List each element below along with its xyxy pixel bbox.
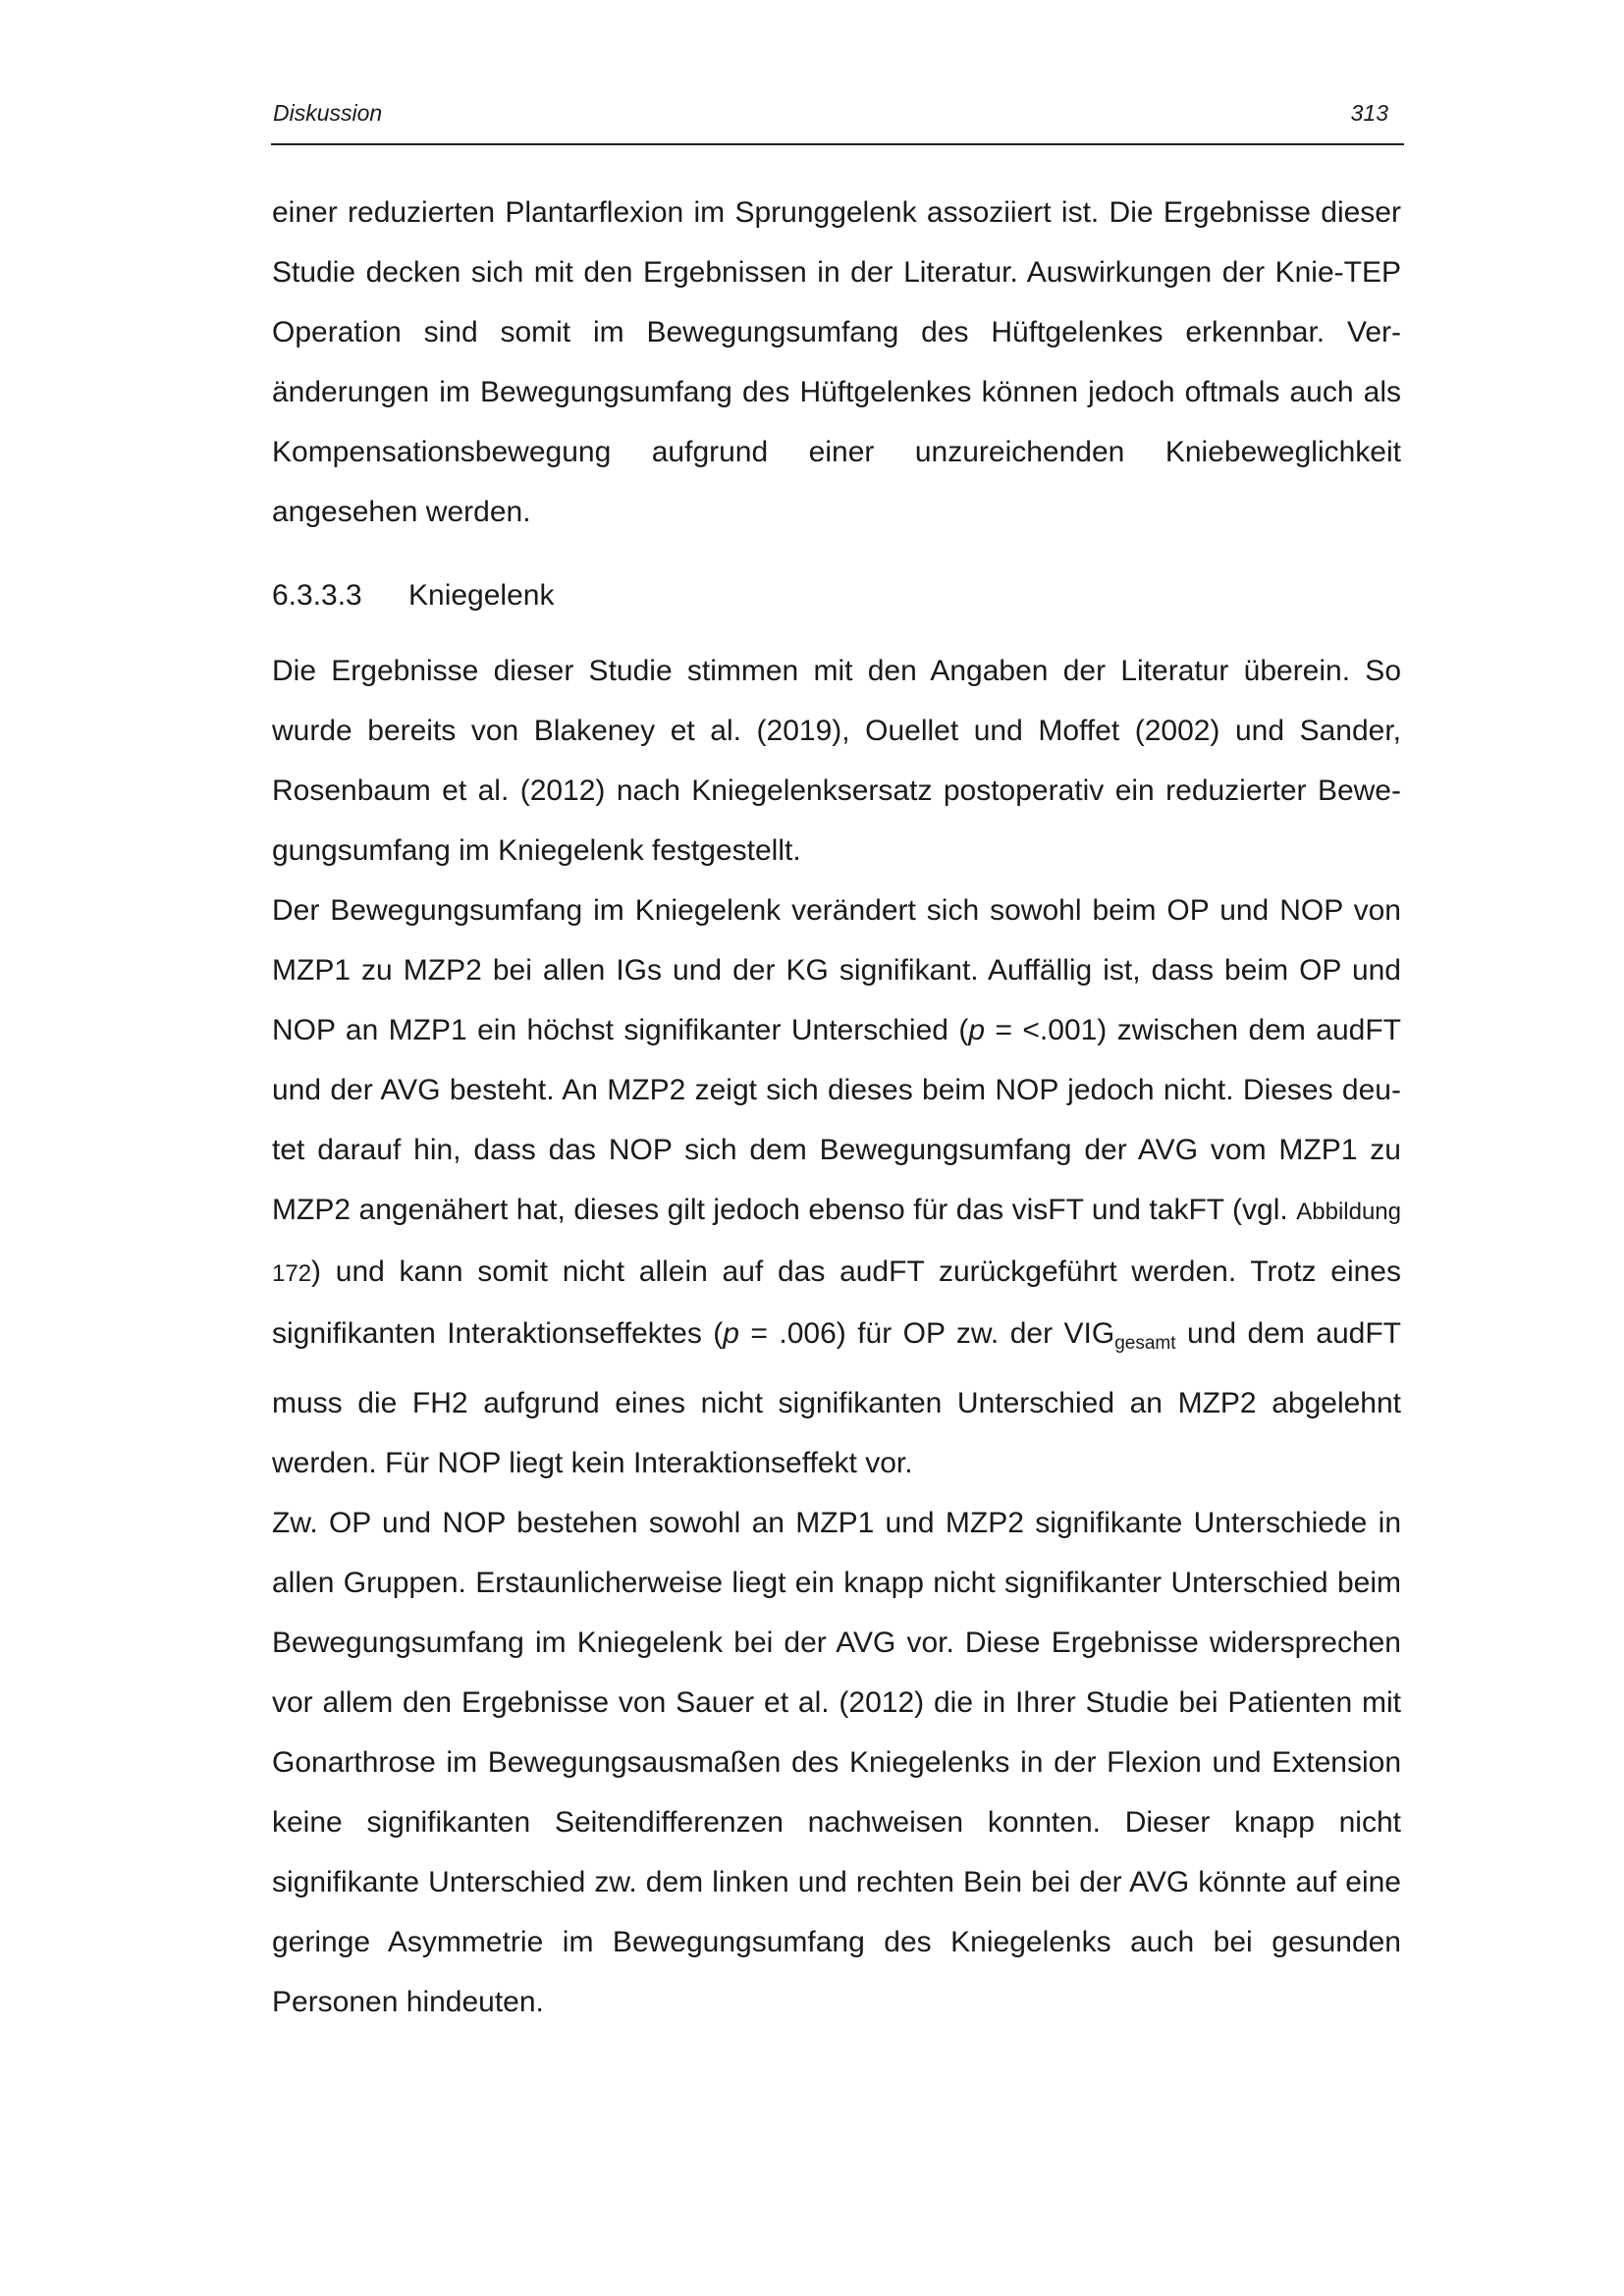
results-text-5: und dem audFT muss die FH2 aufgrund eines nicht signifikanten Unterschied an MZP2 abgelehnt werden. Für NOP liegt kein Interaktionseffekt vor. bbox=[272, 1317, 1401, 1479]
results-text-3: ) und kann somit nicht allein auf das audFT zurückgeführt werden. Trotz eines signifikanten Interaktionseffektes ( bbox=[272, 1255, 1401, 1350]
p-symbol-2: p bbox=[723, 1317, 739, 1350]
paragraph-asymmetry: Zw. OP und NOP bestehen sowohl an MZP1 und MZP2 signifikante Unterschiede in allen Gruppen. Erstaunlicherweise liegt ein knapp nicht signifikanter Unterschied beim Bewegungsumfang im Kniegelenk bei der AVG vor. Diese Ergebnisse widersprechen vor allem den Ergebnisse von Sauer et al. (2012) die in Ihrer Studie bei Patienten mit Gonarthrose im Bewegungsausmaßen des Kniegelenks in der Flexion und Extension keine signifikanten Seitendifferenzen nachweisen konnten. Dieser knapp nicht signifikante Unterschied zw. dem linken und rechten Bein bei der AVG könnte auf eine geringe Asymmetrie im Bewegungsumfang des Kniegelenks auch bei gesunden Personen hindeuten. bbox=[272, 1507, 1401, 2018]
section-number: 6.3.3.3 bbox=[272, 579, 362, 612]
paragraph-hip-summary: einer reduzierten Plantarflexion im Sprunggelenk assoziiert ist. Die Ergebnisse dieser Studie decken sich mit den Ergebnissen in der Literatur. Auswirkungen der Knie-TEP Operation sind somit im Bewegungsumfang des Hüftgelenkes erkennbar. Veränderungen im Bewegungsumfang des Hüftgelenkes können jedoch oftmals auch als Kompensationsbewegung aufgrund einer unzureichenden Kniebeweglichkeit angesehen werden. bbox=[272, 196, 1401, 528]
figure-reference: Abbildung 172 bbox=[272, 1199, 1401, 1287]
results-text-2: = <.001) zwischen dem audFT und der AVG besteht. An MZP2 zeigt sich dieses beim NOP jedoch nicht. Dieses deutet darauf hin, dass das NOP sich dem Bewegungsumfang der AVG vom MZP1 zu MZP2 angenähert hat, dieses gilt jedoch ebenso für das visFT und takFT (vgl. bbox=[272, 1014, 1402, 1226]
paragraph-literature: Die Ergebnisse dieser Studie stimmen mit den Angaben der Literatur überein. So wurde bereits von Blakeney et al. (2019), Ouellet und Moffet (2002) und Sander, Rosenbaum et al. (2012) nach Kniegelenksersatz postoperativ ein reduzierter Bewegungsumfang im Kniegelenk festgestellt. bbox=[272, 655, 1401, 867]
results-text-1: Der Bewegungsumfang im Kniegelenk verändert sich sowohl beim OP und NOP von MZP1 zu MZP2 bei allen IGs und der KG signifikant. Auffällig ist, dass beim OP und NOP an MZP1 ein höchst signifikanter Unterschied ( bbox=[272, 894, 1401, 1046]
paragraph-results bbox=[272, 881, 1401, 1493]
page-header bbox=[271, 94, 1404, 145]
running-title: Diskussion bbox=[273, 100, 383, 126]
results-text-4: = .006) für OP zw. der VIG bbox=[738, 1317, 1115, 1350]
p-symbol-1: p bbox=[968, 1014, 986, 1046]
page-number: 313 bbox=[1350, 100, 1388, 126]
section-heading bbox=[272, 565, 1401, 625]
section-title: Kniegelenk bbox=[408, 579, 555, 612]
body-text bbox=[272, 183, 1401, 2032]
vig-subscript: gesamt bbox=[1114, 1333, 1176, 1354]
